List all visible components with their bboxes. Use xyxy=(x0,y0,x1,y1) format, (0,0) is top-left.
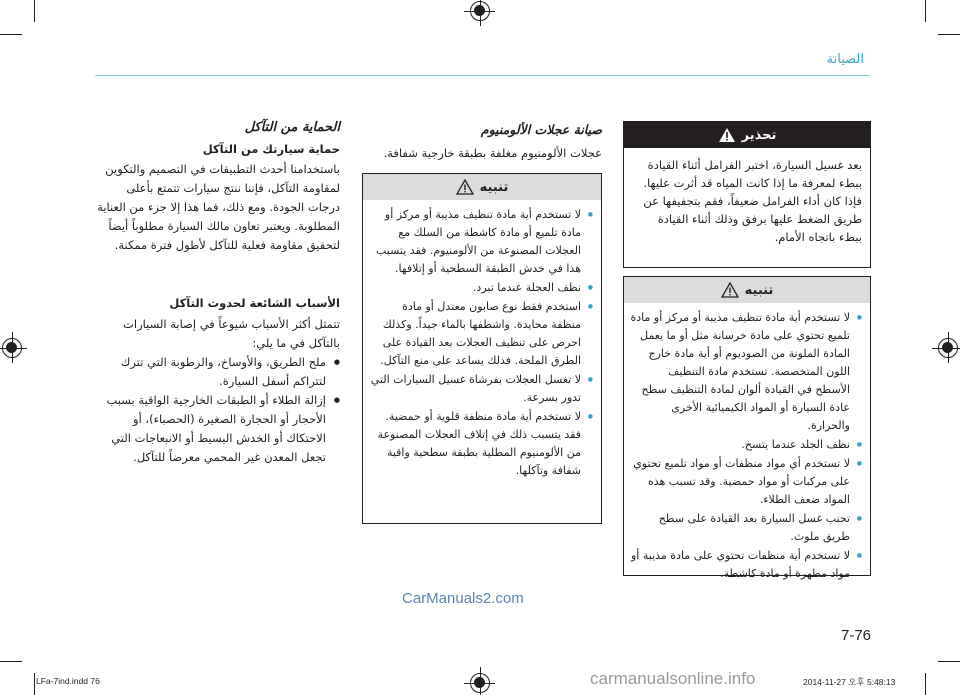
warning-header xyxy=(624,122,870,148)
crop-mark xyxy=(925,673,926,695)
caution-header xyxy=(363,174,601,200)
list-item: ● ملح الطريق، والأوساخ، والرطوبة التي تترك لتتراكم أسفل السيارة. xyxy=(95,353,340,391)
list-item: ● لا تغسل العجلات بفرشاة غسيل السيارات التي تدور بسرعة. xyxy=(369,371,593,407)
registration-mark-icon xyxy=(2,338,22,358)
corrosion-paragraph: باستخدامنا أحدث التطبيقات في التصميم والتكوين لمقاومة التآكل، فإننا ننتج سيارات تتمتع بأعلى درجات الجودة. ومع ذلك، فما هذا إلا جزء من العناية المطلوبة. ويعتبر تعاون مالك السيارة مطلوباً أيضاً لتحقيق مقاومة فعلية للتآكل لأطول فترة ممكنة. xyxy=(97,162,340,252)
warning-box xyxy=(623,121,871,268)
warning-text: بعد غسيل السيارة، اختبر الفرامل أثناء القيادة ببطء لمعرفة ما إذا كانت المياه قد أثرت عليها. فإذا كان أداء الفرامل ضعيفاً، فقم بتجفيفها عن طريق الضغط عليها برفق وذلك أثناء القيادة ببطء باتجاه الأمام. xyxy=(643,158,862,244)
crop-mark xyxy=(0,661,22,662)
list-item: ● لا تستخدم أية مادة تنظيف مذيبة أو مركز أو مادة تلميع أو مادة كاشطة من السلك مع العجلات المصنوعة من الألومنيوم. فقد يتسبب هذا في خدش الطبقة السطحية أو إتلافها. xyxy=(369,206,593,278)
aluminum-wheel-heading: صيانة عجلات الألومنيوم xyxy=(480,122,602,137)
footer-file-label: LFa-7ind.indd 76 xyxy=(36,676,100,686)
corrosion-causes-list xyxy=(95,353,340,467)
registration-mark-icon xyxy=(470,673,490,693)
caution-list xyxy=(624,303,870,590)
warning-title: تحذير xyxy=(741,127,777,143)
list-item: ● نظف العجلة عندما تبرد. xyxy=(369,279,593,297)
list-item: ● تجنب غسل السيارة بعد القيادة على سطح طريق ملوث. xyxy=(630,510,862,546)
caution-triangle-icon xyxy=(456,179,474,195)
header-divider xyxy=(95,75,870,76)
list-item: ● لا تستخدم أي مواد منظفات أو مواد تلميع تحتوي على مركبات أو مواد حمضية. وقد تسبب هذه المواد ضعف الطلاء. xyxy=(630,455,862,509)
crop-mark xyxy=(938,34,960,35)
list-item: ● لا تستخدم أية منظفات تحتوي على مادة مذيبة أو مواد مطهرة أو مادة كاشطة. xyxy=(630,547,862,583)
caution-list xyxy=(363,200,601,487)
section-title: الصيانة xyxy=(826,52,864,67)
caution-box-middle xyxy=(362,173,602,524)
list-item: ● لا تستخدم أية مادة منظفة قلوية أو حمضية. فقد يتسبب ذلك في إتلاف العجلات المصنوعة من الألومنيوم المطلية بطبقة سطحية واقية شفافة وتآكلها. xyxy=(369,408,593,480)
registration-mark-icon xyxy=(938,338,958,358)
crop-mark xyxy=(938,661,960,662)
corrosion-subheading: حماية سيارتك من التآكل xyxy=(202,142,340,156)
warning-triangle-icon xyxy=(718,127,736,143)
corrosion-causes-intro: تتمثل أكثر الأسباب شيوعاً في إصابة السيارات بالتآكل في ما يلي: xyxy=(123,317,340,350)
caution-triangle-icon xyxy=(721,282,739,298)
corrosion-causes-heading: الأسباب الشائعة لحدوث التآكل xyxy=(169,296,340,310)
list-item: ● إزالة الطلاء أو الطبقات الخارجية الواقية بسبب الأحجار أو الحجارة الصغيرة (الحصباء)، أو الاحتكاك أو الخدش البسيط أو الانبعاجات التي تجعل المعدن غير المحمي معرضاً للتآكل. xyxy=(95,391,340,467)
footer-url[interactable]: carmanualsonline.info xyxy=(590,669,756,688)
caution-box-right xyxy=(623,276,871,580)
watermark-text: CarManuals2.com xyxy=(402,590,524,607)
caution-title: تنبيه xyxy=(744,282,774,298)
list-item: ● استخدم فقط نوع صابون معتدل أو مادة منظفة محايدة. واشطفها بالماء جيداً. وكذلك احرص على تنظيف العجلات بعد القيادة على الطرق الملحة. فذلك يساعد على منع التآكل. xyxy=(369,298,593,370)
registration-mark-icon xyxy=(470,1,490,21)
crop-mark xyxy=(925,0,926,22)
caution-header xyxy=(624,277,870,303)
corrosion-heading: الحماية من التآكل xyxy=(244,120,340,135)
list-item: ● لا تستخدم أية مادة تنظيف مذيبة أو مركز أو مادة تلميع تحتوي على مادة خرسانة مثل أو ما يعمل المادة الملونة من الصوديوم أو أية مادة خارج اللون المتخصصة. تستخدم مادة التنظيف الأسطح في القيادة ألوان لمادة التنظيف سطح عادة السيارة أو المواد الكيميائية الأخرى والحرارة. xyxy=(630,309,862,435)
aluminum-wheel-text: عجلات الألومنيوم مغلفة بطبقة خارجية شفافة. xyxy=(383,146,602,160)
crop-mark xyxy=(34,673,35,695)
crop-mark xyxy=(34,0,35,22)
list-item: ● نظف الجلد عندما يتسخ. xyxy=(630,436,862,454)
footer-timestamp: 2014-11-27 오후 5:48:13 xyxy=(803,677,896,687)
page-number: 7-76 xyxy=(841,627,872,644)
caution-title: تنبيه xyxy=(479,179,509,195)
crop-mark xyxy=(0,34,22,35)
